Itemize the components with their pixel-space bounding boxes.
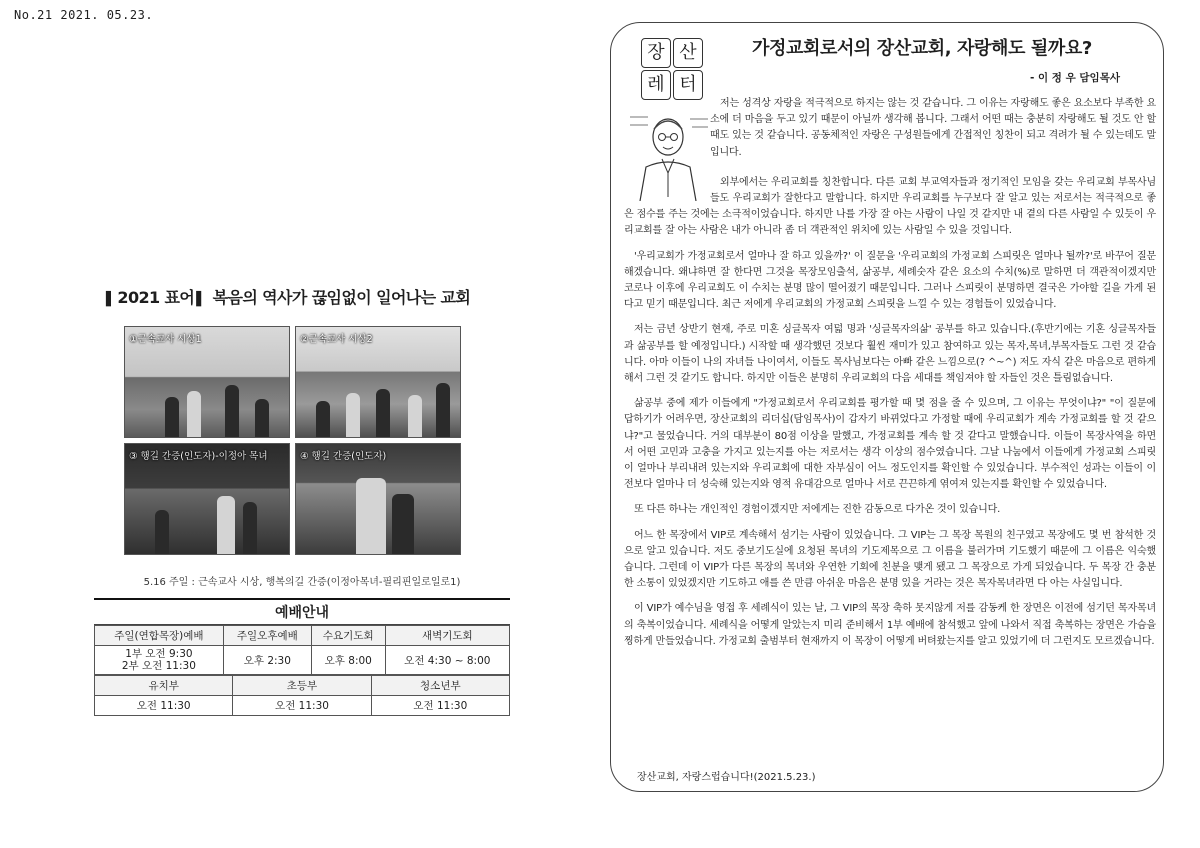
slogan-marker-icon: ▌: [106, 292, 116, 307]
schedule-cell: 1부 오전 9:30 2부 오전 11:30: [95, 646, 224, 675]
photo-testimony-2: [295, 443, 461, 555]
schedule-header: 주일(연합목장)예배: [95, 626, 224, 646]
letter-author: - 이 정 우 담임목사: [1030, 72, 1120, 84]
issue-number: No.21 2021. 05.23.: [14, 8, 154, 22]
logo-tile: 장: [641, 38, 671, 68]
logo-tile: 레: [641, 70, 671, 100]
schedule-cell: 오후 2:30: [223, 646, 311, 675]
schedule-cell: 오전 11:30: [233, 696, 371, 716]
photo-teacher-award-1: [124, 326, 290, 438]
letter-paragraph: 이 VIP가 예수님을 영접 후 세례식이 있는 날, 그 VIP의 목장 축하 못지않게 저를 감동케 한 장면은 이전에 섬기던 목자목녀의 축복이었습니다. 세례식을 어떻게 알았는지 미리 준비해서 1부 예배에 참석했고 앞에 나와서 직접 축복하는 장면은 가슴을 찡하게 만들었습니다. 가정교회 출범부터 현재까지 이 목장이 어떻게 버텨왔는지를 알고 있었기에 더 그런지도 모르겠습니다.: [624, 603, 1156, 647]
photo-caption: ①근속교사 시상1: [129, 334, 202, 345]
photo-note: 5.16 주일 : 근속교사 시상, 행복의길 간증(이정아목녀-필리핀일로일로1): [143, 577, 461, 588]
photo-testimony-1: [124, 443, 290, 555]
slogan-marker-icon: ▌: [196, 292, 206, 307]
schedule-title: 예배안내: [94, 600, 510, 625]
slogan-heading: [104, 285, 510, 308]
letter-body: [624, 96, 1156, 659]
letter-paragraph: 삶공부 중에 제가 이들에게 "가정교회로서 우리교회를 평가할 때 몇 점을 줄 수 있으며, 그 이유는 무엇이냐?" "이 질문에 답하기가 어려우면, 장산교회의 리더십(담임목사)이 갑자기 바뀌었다고 가정할 때에 우리교회가 계속 가정교회를 할 것 같으냐?"고 물었습니다. 거의 대부분이 80점 이상을 말했고, 가정교회를 계속 할 것 같다고 말했습니다. 이들이 목장사역을 하면서 어떤 고민과 고충을 가지고 있는지를 아는 저로서는 생각 이상의 점수였습니다. 그날 나눔에서 이들에게 가정교회 스피릿이 얼마나 부리내려 있는지와 우리교회에 대한 자부심이 어느 정도인지를 확인할 수 있었습니다. 부수적인 성과는 이들이 이전보다 얼마나 더 성숙해 있는지와 영적 유대감으로 얼마나 서로 끈끈하게 엮여져 있는지를 확인할 수 있었습니다.: [624, 398, 1156, 491]
schedule-header: 새벽기도회: [385, 626, 509, 646]
photo-grid: [124, 326, 510, 555]
letter-paragraph: 저는 금년 상반기 현재, 주로 미혼 싱글목자 여덟 명과 '싱글목자의삶' 공부를 하고 있습니다.(후반기에는 기혼 싱글목자들과 삶공부를 할 예정입니다.) 시작할 때 생각했던 것보다 훨씬 재미가 있고 참여하고 있는 목자,목녀,부목자들도 그런 것 같습니다. 아마 이들이 나의 자녀들 나이여서, 이들도 목사님보다는 아빠 같은 느낌으로(? ^~^) 저도 자식 같은 마음으로 편하게 해서 그런 것 같기도 합니다. 하지만 이들은 분명히 우리교회의 다음 세대를 책임져야 할 자들인 것은 틀림없습니다.: [624, 324, 1156, 385]
schedule-header: 수요기도회: [311, 626, 385, 646]
schedule-header: 청소년부: [371, 676, 509, 696]
logo-tile: 산: [673, 38, 703, 68]
letter-signoff: 장산교회, 자랑스럽습니다!(2021.5.23.): [637, 772, 816, 783]
letter-title: 가정교회로서의 장산교회, 자랑해도 될까요?: [752, 38, 1092, 59]
letter-paragraph: 또 다른 하나는 개인적인 경험이겠지만 저에게는 진한 감동으로 다가온 것이 있습니다.: [634, 504, 1001, 516]
schedule-cell: 오전 4:30 ~ 8:00: [385, 646, 509, 675]
schedule-cell: 오전 11:30: [371, 696, 509, 716]
letter-paragraph: 외부에서는 우리교회를 칭찬합니다. 다른 교회 부교역자들과 정기적인 모임을 갖는 우리교회 부목사님들도 우리교회가 잘한다고 말합니다. 하지만 우리교회를 누구보다 잘 알고 있는 저로서는 적극적으로 좋은 점수를 주는 것에는 소극적이었습니다. 하지만 나를 가장 잘 아는 사람이 나일 것 같지만 내 곁의 다른 사람일 수 있듯이 우리교회를 잘 아는 사람은 내가 아니라 좀 더 객관적인 위치에 있는 사람일 수 있을 것입니다.: [624, 176, 1156, 237]
photo-teacher-award-2: [295, 326, 461, 438]
photo-caption: ④ 행길 간증(인도자): [300, 451, 387, 462]
schedule-header: 초등부: [233, 676, 371, 696]
slogan-text: 복음의 역사가 끊임없이 일어나는 교회: [212, 288, 471, 307]
schedule-table-children: [94, 675, 510, 716]
photo-caption: ③ 행길 간증(인도자)-이정아 목녀: [129, 451, 268, 462]
photo-caption: ②근속교사 시상2: [300, 334, 373, 345]
schedule-cell: 오후 8:00: [311, 646, 385, 675]
schedule-header: 유치부: [95, 676, 233, 696]
schedule-cell: 오전 11:30: [95, 696, 233, 716]
left-page: [94, 285, 510, 716]
letter-paragraph: 어느 한 목장에서 VIP로 계속해서 섬기는 사람이 있었습니다. 그 VIP는 그 목장 목원의 친구였고 목장에도 몇 번 참석한 것으로 알고 있습니다. 저도 중보기도실에 요청된 목녀의 기도제목으로 그 이름을 불러가며 기도했기 때문에 그 이름은 익숙했습니다. 그런데 이 VIP가 다른 목장의 목녀와 우연한 기회에 친분을 맺게 됐고 그 목장으로 가게 되었습니다. 두 목장 간 충분한 소통이 있었겠지만 기도하고 애를 쓴 만큼 아쉬운 마음은 분명 있을 거라는 것은 목자목녀라면 다 아는 사실입니다.: [624, 529, 1156, 590]
logo-tile: 터: [673, 70, 703, 100]
column-logo: [641, 38, 705, 102]
letter-paragraph: '우리교회가 가정교회로서 얼마나 잘 하고 있을까?' 이 질문을 '우리교회의 가정교회 스피릿은 얼마나 될까?'로 바꾸어 질문해겠습니다. 왜냐하면 잘 한다면 그것을 목장모임출석, 삶공부, 세례숫자 같은 요소의 수치(%)로 말하면 더 객관적이겠지만 코로나 이후에 우리교회도 이 수치는 분명 많이 떨어졌기 때문입니다. 그러나 스피릿이 분명하면 결국은 가야할 길을 가게 된다고 믿기 때문입니다. 최근 저에게 우리교회의 가정교회 스피릿을 느낄 수 있는 경험들이 있었습니다.: [624, 250, 1156, 311]
letter-paragraph: 저는 성격상 자랑을 적극적으로 하지는 않는 것 같습니다. 그 이유는 자랑해도 좋은 요소보다 부족한 요소에 더 마음을 두고 있기 때문이 아닐까 생각해 봅니다. 그래서 어떤 때는 충분히 자랑해도 될 것도 안 할 때도 있는 것 같습니다. 공동체적인 자랑은 구성원들에게 간접적인 칭찬이 되고 격려가 될 수 있는데도 말입니다.: [710, 98, 1156, 158]
schedule-table: [94, 625, 510, 675]
worship-schedule: [94, 598, 510, 716]
slogan-year: 2021 표어: [117, 288, 195, 307]
schedule-header: 주일오후예배: [223, 626, 311, 646]
